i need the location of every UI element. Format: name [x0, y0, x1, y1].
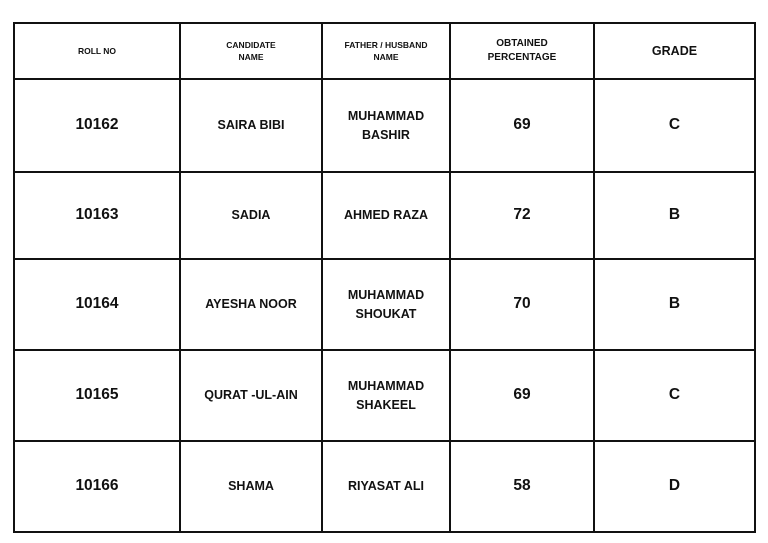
cell-percentage: 69: [450, 350, 594, 441]
cell-father-name-line2: SHOUKAT: [355, 306, 417, 321]
header-father-name-line2: NAME: [373, 52, 399, 62]
cell-candidate-name: AYESHA NOOR: [180, 259, 322, 350]
header-obtained-line2: PERCENTAGE: [487, 52, 557, 63]
cell-candidate-name: QURAT -UL-AIN: [180, 350, 322, 441]
results-table: [13, 22, 756, 533]
cell-candidate-name: SADIA: [180, 172, 322, 259]
cell-roll-no: 10166: [14, 441, 180, 532]
cell-father-name-line2: SHAKEEL: [356, 397, 416, 412]
cell-roll-no: 10163: [14, 172, 180, 259]
header-father-name-line1: FATHER / HUSBAND: [344, 39, 428, 50]
header-roll-no-label: ROLL NO: [77, 45, 117, 56]
header-obtained-line1: OBTAINED: [496, 37, 548, 49]
cell-father-name-line1: MUHAMMAD: [347, 288, 425, 303]
table-row: [14, 79, 755, 172]
header-row: [14, 23, 755, 79]
table-row: [14, 172, 755, 259]
cell-grade: B: [594, 172, 755, 259]
cell-father-name-line2: BASHIR: [362, 127, 410, 142]
header-grade: [594, 23, 755, 79]
cell-father-name: [322, 259, 450, 350]
header-obtained-percentage: [450, 23, 594, 79]
header-candidate-name: [180, 23, 322, 79]
cell-father-name: [322, 79, 450, 172]
table-body: [14, 79, 755, 532]
cell-percentage: 70: [450, 259, 594, 350]
table-header: [14, 23, 755, 79]
cell-roll-no: 10164: [14, 259, 180, 350]
cell-percentage: 69: [450, 79, 594, 172]
cell-father-name-line1: MUHAMMAD: [347, 379, 425, 394]
cell-roll-no: 10165: [14, 350, 180, 441]
cell-grade: D: [594, 441, 755, 532]
cell-grade: C: [594, 79, 755, 172]
cell-grade: B: [594, 259, 755, 350]
table-row: [14, 350, 755, 441]
header-candidate-name-line1: CANDIDATE: [226, 39, 276, 50]
header-grade-label: GRADE: [651, 43, 698, 58]
header-candidate-name-line2: NAME: [238, 52, 264, 62]
cell-father-name-line1: MUHAMMAD: [347, 109, 425, 124]
cell-percentage: 58: [450, 441, 594, 532]
header-father-husband-name: [322, 23, 450, 79]
cell-percentage: 72: [450, 172, 594, 259]
table-row: [14, 441, 755, 532]
cell-father-name: AHMED RAZA: [322, 172, 450, 259]
cell-candidate-name: SHAMA: [180, 441, 322, 532]
cell-candidate-name: SAIRA BIBI: [180, 79, 322, 172]
cell-father-name: RIYASAT ALI: [322, 441, 450, 532]
table-row: [14, 259, 755, 350]
cell-roll-no: 10162: [14, 79, 180, 172]
cell-father-name: [322, 350, 450, 441]
header-roll-no: [14, 23, 180, 79]
cell-grade: C: [594, 350, 755, 441]
